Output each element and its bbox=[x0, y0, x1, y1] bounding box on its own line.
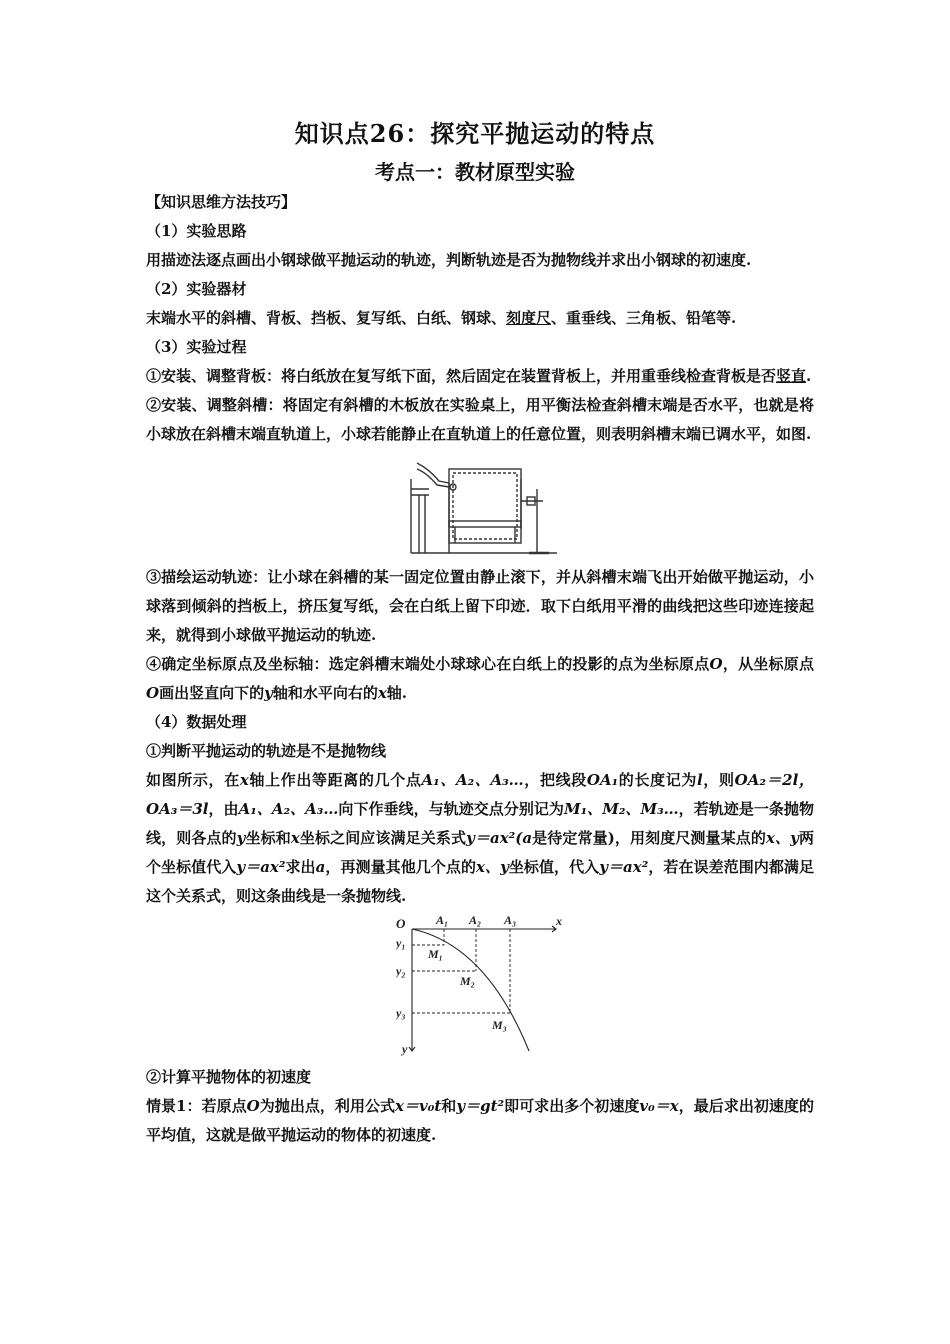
symbol: l bbox=[697, 771, 703, 789]
origin-label: O bbox=[396, 916, 406, 931]
underlined-text: 刻度尺 bbox=[506, 309, 552, 327]
page-title: 知识点26：探究平抛运动的特点 bbox=[294, 119, 656, 148]
text-run: ，最后求出初速度的平均值，这就是做平抛运动的物体的初速度. bbox=[146, 1097, 814, 1144]
text-run: 求出 bbox=[285, 858, 316, 876]
a3-label: A₃ bbox=[504, 915, 517, 927]
y-axis-label: y bbox=[402, 1042, 408, 1056]
apparatus-figure bbox=[409, 459, 559, 557]
s3-paragraph-2: ②安装、调整斜槽：将固定有斜槽的木板放在实验桌上，用平衡法检查斜槽末端是否水平，也就是将小球放在斜槽末端直轨道上，小球若能静止在直轨道上的任意位置，则表明斜槽末端已调水平，如图. bbox=[146, 396, 814, 443]
symbol: A₁、A₂、A₃… bbox=[238, 800, 339, 818]
symbol: O bbox=[246, 1097, 260, 1115]
underlined-text: 竖直 bbox=[776, 367, 807, 385]
s2-text bbox=[146, 304, 814, 333]
text-run: 如图所示，在 bbox=[146, 771, 240, 789]
text-run: ，由 bbox=[208, 800, 239, 818]
text-run: 为抛出点，利用公式 bbox=[259, 1097, 396, 1115]
symbol: x bbox=[239, 771, 249, 789]
symbol: x bbox=[377, 684, 387, 702]
y3-label: y₃ bbox=[396, 1006, 406, 1020]
text-run: ④确定坐标原点及坐标轴：选定斜槽末端处小球球心在白纸上的投影的点为坐标原点 bbox=[146, 655, 710, 673]
s3-paragraph-1 bbox=[146, 362, 814, 391]
s2-heading: （2）实验器材 bbox=[146, 280, 247, 298]
text-run: 坐标和 bbox=[245, 829, 291, 847]
s1-text: 用描迹法逐点画出小钢球做平抛运动的轨迹，判断轨迹是否为抛物线并求出小钢球的初速度. bbox=[146, 251, 752, 269]
text-run: 即可求出多个初速度 bbox=[504, 1097, 640, 1115]
text-run: ，把线段 bbox=[523, 771, 587, 789]
text-run: 和 bbox=[441, 1097, 457, 1115]
a2-label: A₂ bbox=[469, 915, 482, 927]
s1-heading: （1）实验思路 bbox=[146, 222, 247, 240]
a1-label: A₁ bbox=[436, 915, 449, 927]
m2-label: M₂ bbox=[460, 974, 475, 988]
symbol: x、y bbox=[765, 829, 799, 847]
trajectory-figure bbox=[396, 915, 566, 1057]
text-run: 轴上作出等距离的几个点 bbox=[248, 771, 422, 789]
symbol: y＝ax² bbox=[236, 858, 286, 876]
m1-label: M₁ bbox=[428, 947, 443, 961]
symbol: y＝ax²(a bbox=[466, 829, 533, 847]
page-subtitle: 考点一：教材原型实验 bbox=[375, 160, 575, 184]
s3-paragraph-4: ④确定坐标原点及坐标轴：选定斜槽末端处小球球心在白纸上的投影的点为坐标原点O，从坐标原点O画出竖直向下的y轴和水平向右的x轴. bbox=[146, 655, 814, 702]
s3-paragraph-3: ③描绘运动轨迹：让小球在斜槽的某一固定位置由静止滚下，并从斜槽末端飞出开始做平抛运动，小球落到倾斜的挡板上，挤压复写纸，会在白纸上留下印迹．取下白纸用平滑的曲线把这些印迹连接起来，就得到小球做平抛运动的轨迹. bbox=[146, 568, 814, 644]
symbol: y bbox=[264, 684, 273, 702]
symbol: A₁、A₂、A₃… bbox=[421, 771, 524, 789]
s4-paragraph-1 bbox=[146, 766, 814, 911]
symbol: y bbox=[236, 829, 246, 847]
text-run: 的长度记为 bbox=[618, 771, 697, 789]
symbol: a bbox=[315, 858, 326, 876]
symbol: M₁、M₂、M₃… bbox=[563, 800, 679, 818]
symbol: O bbox=[146, 684, 160, 702]
text-run: 末端水平的斜槽、背板、挡板、复写纸、白纸、钢球、 bbox=[146, 309, 507, 327]
document-body bbox=[146, 188, 814, 1150]
symbol: x、y bbox=[476, 858, 509, 876]
symbol: y＝gt² bbox=[456, 1097, 505, 1115]
text-run: 画出竖直向下的 bbox=[159, 684, 265, 702]
s3-heading: （3）实验过程 bbox=[146, 338, 247, 356]
text-run: ①安装、调整背板：将白纸放在复写纸下面，然后固定在装置背板上，并用重垂线检查背板是否 bbox=[146, 367, 777, 385]
m3-label: M₃ bbox=[492, 1018, 507, 1032]
text-run: 坐标值，代入 bbox=[508, 858, 600, 876]
text-run: 是待定常量)，用刻度尺测量某点的 bbox=[532, 829, 766, 847]
text-run: 从坐标原点 bbox=[738, 655, 814, 673]
text-run: 两个坐标值代入 bbox=[146, 829, 814, 876]
text-run: . bbox=[806, 367, 812, 385]
symbol: v₀＝x bbox=[639, 1097, 679, 1115]
section-header: 【知识思维方法技巧】 bbox=[146, 193, 297, 211]
s4-subheading-2: ②计算平抛物体的初速度 bbox=[146, 1068, 312, 1086]
s4-heading: （4）数据处理 bbox=[146, 713, 247, 731]
y1-label: y₁ bbox=[396, 936, 406, 950]
text-run: 轴. bbox=[386, 684, 408, 702]
symbol: x＝v₀t bbox=[395, 1097, 442, 1115]
text-run: 轴和水平向右的 bbox=[272, 684, 378, 702]
text-run: ，则 bbox=[702, 771, 735, 789]
text-run: 情景1：若原点 bbox=[146, 1097, 247, 1115]
symbol: x bbox=[290, 829, 300, 847]
symbol: O bbox=[709, 655, 723, 673]
text-run: ，若在误差范围内都满足这个关系式，则这条曲线是一条抛物线. bbox=[146, 858, 814, 905]
s4-paragraph-2 bbox=[146, 1092, 814, 1150]
s4-subheading-1: ①判断平抛运动的轨迹是不是抛物线 bbox=[146, 742, 387, 760]
text-run: 坐标之间应该满足关系式 bbox=[299, 829, 467, 847]
y2-label: y₂ bbox=[396, 964, 406, 978]
symbol: y＝ax² bbox=[599, 858, 649, 876]
text-run: ，若轨迹是一条抛物线，则各点的 bbox=[146, 800, 814, 847]
symbol: OA₁ bbox=[586, 771, 619, 789]
x-axis-label: x bbox=[556, 915, 562, 928]
text-run: 、重垂线、三角板、铅笔等. bbox=[551, 309, 737, 327]
text-run: 向下作垂线，与轨迹交点分别记为 bbox=[338, 800, 564, 818]
symbol: OA₂＝2l，OA₃＝3l bbox=[146, 771, 814, 818]
text-run: ，再测量其他几个点的 bbox=[325, 858, 477, 876]
